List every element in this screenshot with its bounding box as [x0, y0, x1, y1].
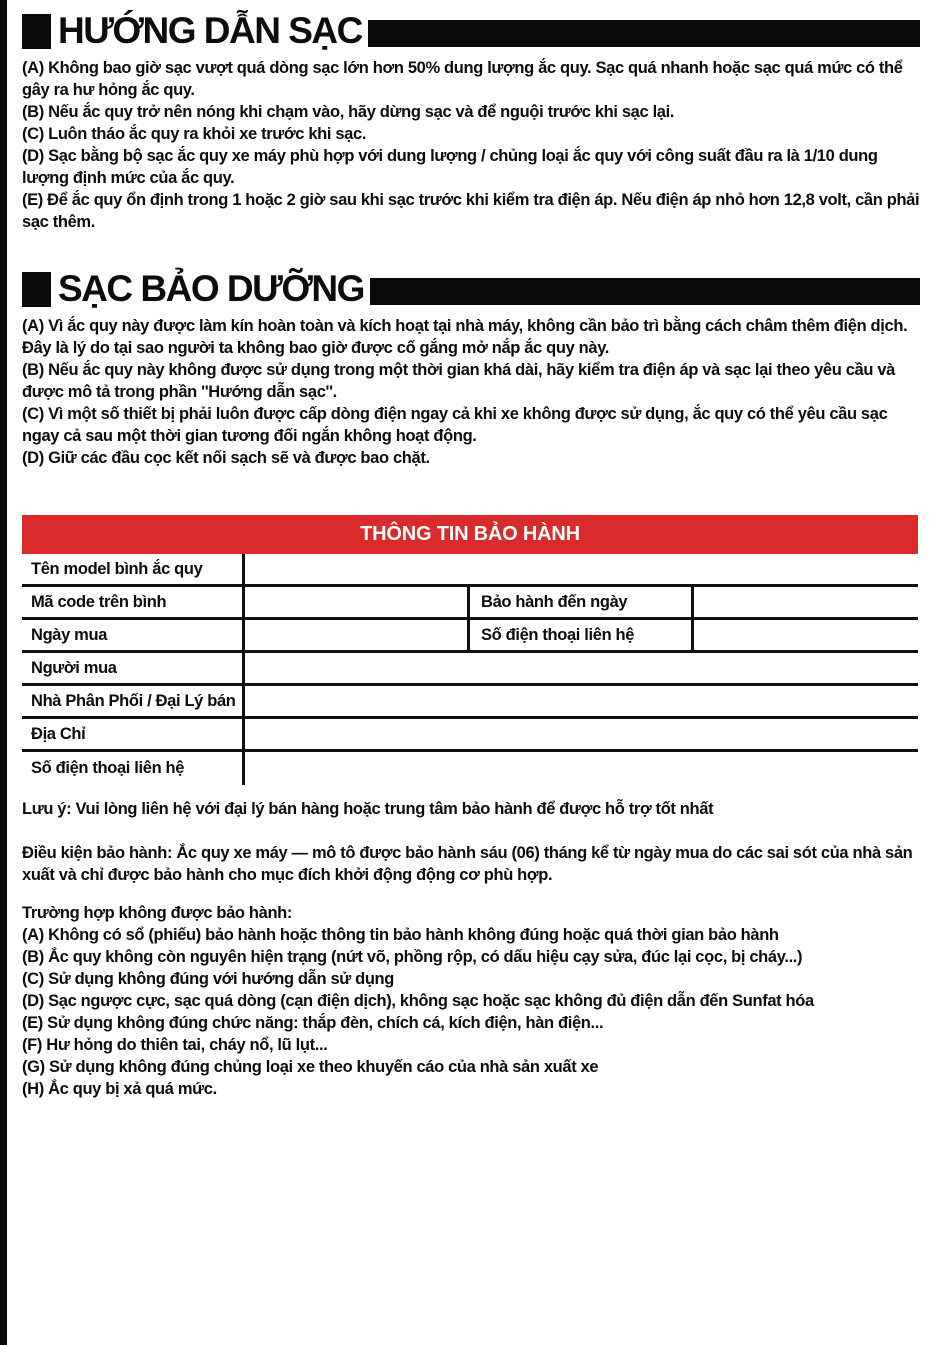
row-label: Số điện thoại liên hệ	[22, 752, 245, 785]
row-label: Ngày mua	[22, 620, 245, 650]
row-value-blank	[245, 752, 918, 785]
row-value-blank	[245, 554, 918, 584]
row-label: Nhà Phân Phối / Đại Lý bán	[22, 686, 245, 716]
row-value-blank	[694, 620, 918, 650]
row-label: Tên model bình ắc quy	[22, 554, 245, 584]
exclusion-item: (C) Sử dụng không đúng với hướng dẫn sử dụng	[22, 970, 395, 988]
section-marker-square	[22, 14, 51, 49]
table-row	[22, 620, 918, 653]
table-row	[22, 587, 918, 620]
instruction-item: (C) Luôn tháo ắc quy ra khỏi xe trước khi sạc.	[22, 125, 367, 143]
section-title-bar	[370, 278, 920, 305]
row-value-blank	[245, 686, 918, 716]
row-label: Bảo hành đến ngày	[470, 587, 694, 617]
row-value-blank	[245, 620, 470, 650]
row-label: Người mua	[22, 653, 245, 683]
instruction-item: (D) Sạc bằng bộ sạc ắc quy xe máy phù hợp với dung lượng / chủng loại ắc quy với công suất đầu ra là 1/10 dung lượng định mức của ắc quy.	[22, 147, 878, 187]
warranty-conditions: Điều kiện bảo hành: Ắc quy xe máy — mô tô được bảo hành sáu (06) tháng kể từ ngày mua do các sai sót của nhà sản xuất và chỉ được bảo hành cho mục đích khởi động động cơ phù hợp.	[22, 844, 913, 884]
table-row	[22, 686, 918, 719]
section-title: HƯỚNG DẪN SẠC	[58, 10, 362, 51]
support-note: Lưu ý: Vui lòng liên hệ với đại lý bán hàng hoặc trung tâm bảo hành để được hỗ trợ tốt nhất	[22, 800, 714, 818]
exclusions-title: Trường hợp không được bảo hành:	[22, 904, 293, 922]
section-header-charging	[22, 12, 920, 50]
exclusion-item: (A) Không có sổ (phiếu) bảo hành hoặc thông tin bảo hành không đúng hoặc quá thời gian bảo hành	[22, 926, 779, 944]
exclusion-item: (D) Sạc ngược cực, sạc quá dòng (cạn điện dịch), không sạc hoặc sạc không đủ điện dẫn đến Sunfat hóa	[22, 992, 814, 1010]
section-title-bar	[368, 20, 920, 47]
exclusion-item: (E) Sử dụng không đúng chức năng: thắp đèn, chích cá, kích điện, hàn điện...	[22, 1014, 604, 1032]
row-label: Mã code trên bình	[22, 587, 245, 617]
instruction-item: (A) Không bao giờ sạc vượt quá dòng sạc lớn hơn 50% dung lượng ắc quy. Sạc quá nhanh hoặc sạc quá mức có thể gây ra hư hỏng ắc quy.	[22, 59, 903, 99]
row-label: Số điện thoại liên hệ	[470, 620, 694, 650]
row-value-blank	[245, 587, 470, 617]
exclusion-item: (G) Sử dụng không đúng chủng loại xe theo khuyến cáo của nhà sản xuất xe	[22, 1058, 599, 1076]
exclusion-item: (F) Hư hỏng do thiên tai, cháy nổ, lũ lụt...	[22, 1036, 328, 1054]
instruction-item: (B) Nếu ắc quy này không được sử dụng trong một thời gian khá dài, hãy kiểm tra điện áp và sạc lại theo yêu cầu và được mô tả trong phần ''Hướng dẫn sạc''.	[22, 361, 895, 401]
warranty-table-title: THÔNG TIN BẢO HÀNH	[22, 515, 918, 554]
instruction-item: (C) Vì một số thiết bị phải luôn được cấp dòng điện ngay cả khi xe không được sử dụng, ắc quy có thể yêu cầu sạc ngay cả sau một thời gian tương đối ngắn không hoạt động.	[22, 405, 888, 445]
table-row	[22, 653, 918, 686]
table-row	[22, 752, 918, 785]
section-header-maintenance	[22, 270, 920, 308]
row-value-blank	[245, 653, 918, 683]
maintenance-instructions-list	[22, 315, 920, 469]
table-row	[22, 719, 918, 752]
instruction-item: (D) Giữ các đầu cọc kết nối sạch sẽ và được bao chặt.	[22, 449, 430, 467]
row-value-blank	[694, 587, 918, 617]
section-marker-square	[22, 272, 51, 307]
table-row	[22, 554, 918, 587]
left-edge-bar	[0, 0, 7, 1345]
charging-instructions-list	[22, 57, 920, 233]
instruction-item: (E) Để ắc quy ổn định trong 1 hoặc 2 giờ sau khi sạc trước khi kiểm tra điện áp. Nếu điện áp nhỏ hơn 12,8 volt, cần phải sạc thêm.	[22, 191, 920, 231]
warranty-table	[22, 515, 918, 785]
exclusion-item: (B) Ắc quy không còn nguyên hiện trạng (nứt võ, phồng rộp, có dấu hiệu cạy sửa, đúc lại cọc, bị cháy...)	[22, 948, 803, 966]
section-title: SẠC BẢO DƯỠNG	[58, 268, 364, 309]
row-value-blank	[245, 719, 918, 749]
instruction-item: (A) Vì ắc quy này được làm kín hoàn toàn và kích hoạt tại nhà máy, không cần bảo trì bằng cách châm thêm điện dịch. Đây là lý do tại sao người ta không bao giờ được cố gắng mở nắp ắc quy này.	[22, 317, 908, 357]
page-content	[22, 12, 920, 1100]
instruction-item: (B) Nếu ắc quy trở nên nóng khi chạm vào, hãy dừng sạc và để nguội trước khi sạc lại.	[22, 103, 675, 121]
row-label: Địa Chỉ	[22, 719, 245, 749]
exclusion-item: (H) Ắc quy bị xả quá mức.	[22, 1080, 217, 1098]
exclusions-list	[22, 924, 920, 1100]
